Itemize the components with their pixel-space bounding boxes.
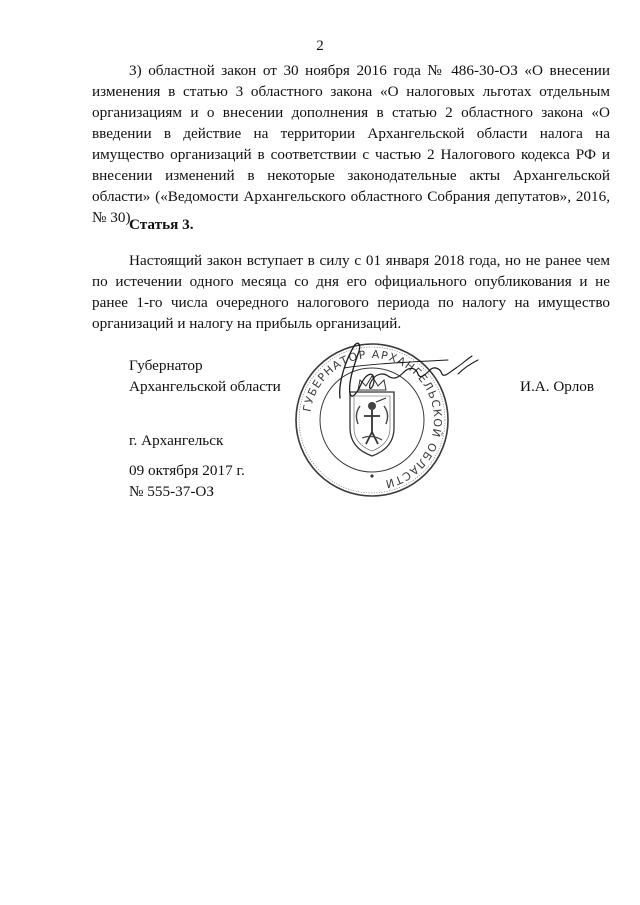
- law-item-3-paragraph: 3) областной закон от 30 ноября 2016 года № 486-30-ОЗ «О внесении изменения в статью 3 областного закона «О налоговых льготах отдельным организациям и о внесении дополнения в статью 2 областного закона «О введении в действие на территории Архангельской области налога на имущество организаций в соответствии с частью 2 Налогового кодекса РФ и внесении изменений в некоторые законодательные акты Архангельской области» («Ведомости Архангельского областного Собрания депутатов», 2016, № 30).: [92, 62, 610, 226]
- svg-text:ГУБЕРНАТОР АРХАНГЕЛЬСКОЙ ОБЛАС: ГУБЕРНАТОР АРХАНГЕЛЬСКОЙ ОБЛАСТИ: [300, 347, 445, 491]
- page-number: 2: [316, 38, 324, 54]
- handwritten-signature: [318, 338, 488, 410]
- signatory-title-line1: Губернатор: [129, 357, 203, 374]
- signing-place: г. Архангельск: [129, 432, 224, 449]
- article-3-heading: Статья 3.: [129, 216, 194, 233]
- signatory-name: И.А. Орлов: [520, 378, 595, 395]
- article-3-paragraph: Настоящий закон вступает в силу с 01 января 2018 года, но не ранее чем по истечении одного месяца со дня его официального опубликования и не ранее 1-го числа очередного налогового периода по налогу на имущество организаций и налогу на прибыль организаций.: [92, 252, 610, 332]
- signatory-title-line2: Архангельской области: [129, 378, 281, 395]
- law-number: № 555-37-ОЗ: [129, 483, 214, 500]
- signing-date: 09 октября 2017 г.: [129, 462, 245, 479]
